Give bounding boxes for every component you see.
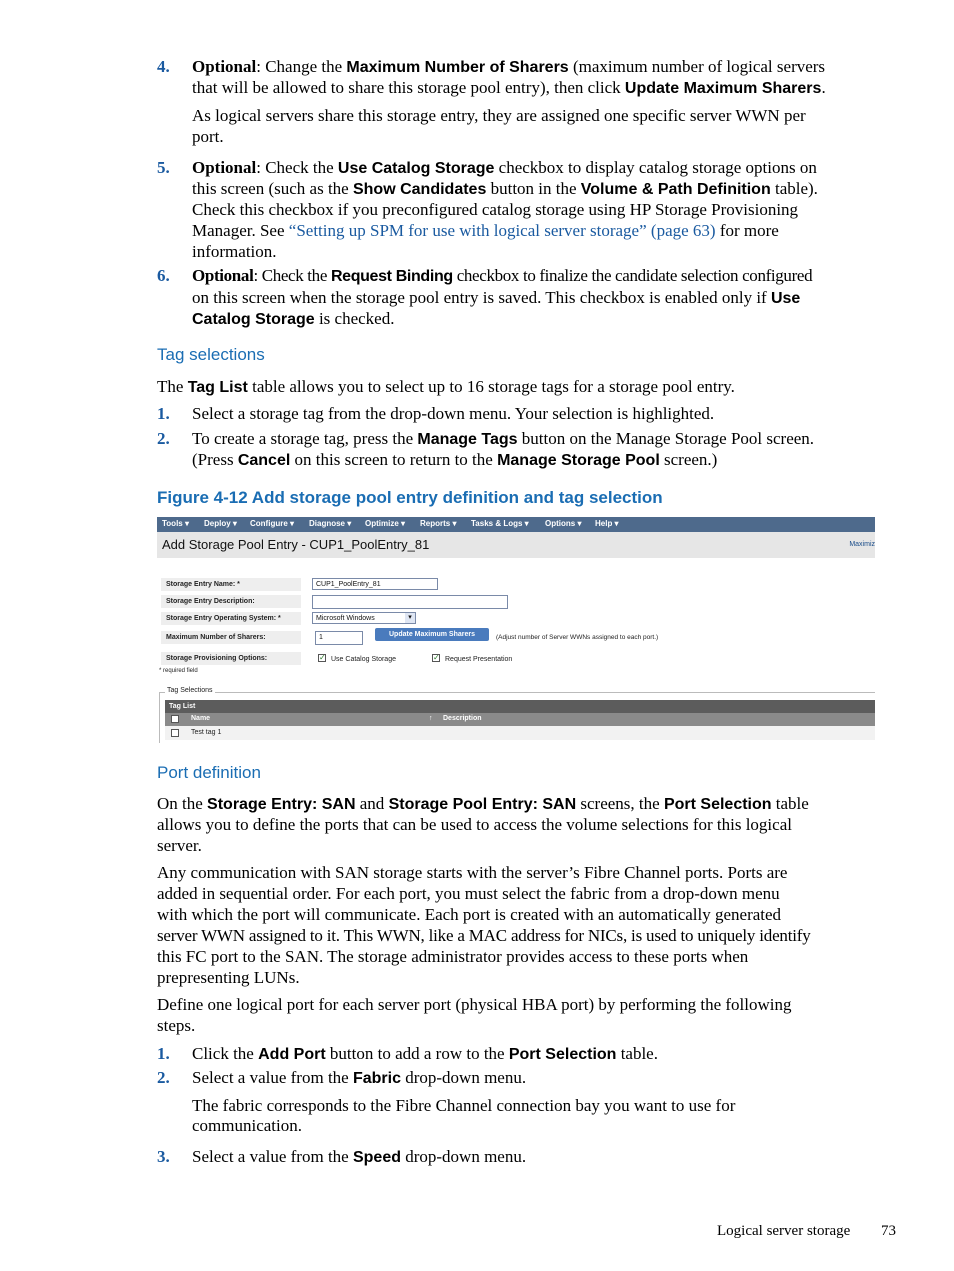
tag-list-header: Tag List <box>165 700 875 713</box>
port-step3: Select a value from the Speed drop-down menu. <box>192 1147 527 1166</box>
step-number: 1. <box>157 1044 170 1063</box>
row-checkbox[interactable] <box>171 729 179 737</box>
tag-step2-line1: To create a storage tag, press the Manage Tags button on the Manage Storage Pool screen. <box>192 429 815 448</box>
sharers-hint: (Adjust number of Server WWNs assigned to each port.) <box>496 634 659 641</box>
menu-reports[interactable]: Reports ▾ <box>420 519 457 528</box>
menu-optimize[interactable]: Optimize ▾ <box>365 519 406 528</box>
step6-line1: Optional: Check the Request Binding checkbox to finalize the candidate selection configured <box>192 266 813 285</box>
port-step2: Select a value from the Fabric drop-down menu. <box>192 1068 527 1087</box>
label-entry-os: Storage Entry Operating System: * <box>161 612 301 625</box>
spm-setup-link[interactable]: “Setting up SPM for use with logical server storage” (page 63) <box>288 221 716 240</box>
column-description[interactable]: Description <box>443 715 482 722</box>
port-p1-line1: On the Storage Entry: SAN and Storage Pool Entry: SAN screens, the Port Selection table <box>157 794 809 813</box>
max-sharers-input[interactable]: 1 <box>315 631 363 645</box>
step5-line3: Check this checkbox if you preconfigured catalog storage using HP Storage Provisioning <box>192 200 799 219</box>
step-number: 5. <box>157 158 170 177</box>
sort-icon[interactable]: ↑ <box>429 715 433 722</box>
request-presentation-checkbox[interactable]: ✓ <box>433 653 440 662</box>
port-p2-line5: this FC port to the SAN. The storage administrator provides access to these ports when <box>157 947 749 966</box>
step4-note-line2: port. <box>192 127 224 146</box>
required-note: * required field <box>159 668 198 674</box>
port-step2-note-line1: The fabric corresponds to the Fibre Channel connection bay you want to use for <box>192 1096 736 1115</box>
maximize-link[interactable]: Maximiz <box>849 541 875 548</box>
figure-screenshot <box>157 517 875 743</box>
tag-list-columns <box>165 713 875 726</box>
tag-step1: Select a storage tag from the drop-down menu. Your selection is highlighted. <box>192 404 715 423</box>
figure-caption: Figure 4-12 Add storage pool entry definition and tag selection <box>157 488 663 507</box>
entry-description-input[interactable] <box>312 595 508 609</box>
entry-name-input[interactable]: CUP1_PoolEntry_81 <box>312 578 438 590</box>
step5-line1: Optional: Check the Use Catalog Storage checkbox to display catalog storage options on <box>192 158 817 177</box>
footer-section: Logical server storage <box>717 1223 851 1239</box>
menu-options[interactable]: Options ▾ <box>545 519 582 528</box>
step-number: 2. <box>157 1068 170 1087</box>
step-number: 1. <box>157 404 170 423</box>
label-entry-description: Storage Entry Description: <box>161 595 301 608</box>
step-number: 2. <box>157 429 170 448</box>
port-p2-line1: Any communication with SAN storage starts with the server’s Fibre Channel ports. Ports are <box>157 863 788 882</box>
port-p2-line4: server WWN assigned to it. This WWN, like a MAC address for NICs, is used to uniquely identify <box>157 926 811 945</box>
tag-selections-legend: Tag Selections <box>167 687 213 694</box>
update-max-sharers-button[interactable]: Update Maximum Sharers <box>375 628 489 641</box>
port-p3-line1: Define one logical port for each server port (physical HBA port) by performing the following <box>157 995 792 1014</box>
step4-line1: Optional: Change the Maximum Number of Sharers (maximum number of logical servers <box>192 57 826 76</box>
menu-help[interactable]: Help ▾ <box>595 519 619 528</box>
label-max-sharers: Maximum Number of Sharers: <box>161 631 301 644</box>
tag-intro: The Tag List table allows you to select up to 16 storage tags for a storage pool entry. <box>157 377 735 396</box>
column-name[interactable]: Name <box>191 715 211 722</box>
step-number: 6. <box>157 266 170 285</box>
port-p2-line6: prepresenting LUNs. <box>157 968 300 987</box>
port-p1-line2: allows you to define the ports that can be used to access the volume selections for this logical <box>157 815 792 834</box>
page-number: 73 <box>881 1223 896 1239</box>
chevron-down-icon: ▾ <box>405 613 415 623</box>
menu-tools[interactable]: Tools ▾ <box>162 519 189 528</box>
entry-os-select[interactable]: Microsoft Windows ▾ <box>312 612 416 624</box>
port-p1-line3: server. <box>157 836 202 855</box>
use-catalog-storage-checkbox[interactable]: ✓ <box>319 653 326 662</box>
label-provisioning-options: Storage Provisioning Options: <box>161 652 301 665</box>
step5-line2: this screen (such as the Show Candidates button in the Volume & Path Definition table). <box>192 179 818 198</box>
step5-line4: Manager. See “Setting up SPM for use with logical server storage” (page 63) for more <box>192 221 779 240</box>
step-number: 4. <box>157 57 170 76</box>
select-all-checkbox[interactable] <box>171 715 179 723</box>
step6-line2: on this screen when the storage pool entry is saved. This checkbox is enabled only if Use <box>192 288 801 307</box>
section-heading-port-definition: Port definition <box>157 763 261 782</box>
step6-line3: Catalog Storage is checked. <box>192 309 395 328</box>
use-catalog-storage-label: Use Catalog Storage <box>331 656 396 663</box>
menu-configure[interactable]: Configure ▾ <box>250 519 295 528</box>
table-row[interactable] <box>165 726 875 740</box>
menu-deploy[interactable]: Deploy ▾ <box>204 519 237 528</box>
menu-bar <box>157 517 875 532</box>
tag-step2-line2: (Press Cancel on this screen to return to the Manage Storage Pool screen.) <box>192 450 718 469</box>
step-number: 3. <box>157 1147 170 1166</box>
screen-title: Add Storage Pool Entry - CUP1_PoolEntry_81 <box>162 537 430 552</box>
screen-title-bar <box>157 532 875 558</box>
port-step2-note-line2: communication. <box>192 1116 303 1135</box>
step4-line2: that will be allowed to share this storage pool entry), then click Update Maximum Sharers. <box>192 78 826 97</box>
port-p2-line2: added in sequential order. For each port, you must select the fabric from a drop-down menu <box>157 884 780 903</box>
step5-line5: information. <box>192 242 277 261</box>
step4-note-line1: As logical servers share this storage entry, they are assigned one specific server WWN per <box>192 106 806 125</box>
label-entry-name: Storage Entry Name: * <box>161 578 301 591</box>
port-step1: Click the Add Port button to add a row to the Port Selection table. <box>192 1044 658 1063</box>
tag-name-cell: Test tag 1 <box>191 729 222 736</box>
port-p3-line2: steps. <box>157 1016 196 1035</box>
menu-tasks-logs[interactable]: Tasks & Logs ▾ <box>471 519 529 528</box>
section-heading-tag-selections: Tag selections <box>157 345 265 364</box>
port-p2-line3: with which the port will communicate. Each port is created with an automatically generated <box>157 905 782 924</box>
menu-diagnose[interactable]: Diagnose ▾ <box>309 519 352 528</box>
request-presentation-label: Request Presentation <box>445 656 513 663</box>
